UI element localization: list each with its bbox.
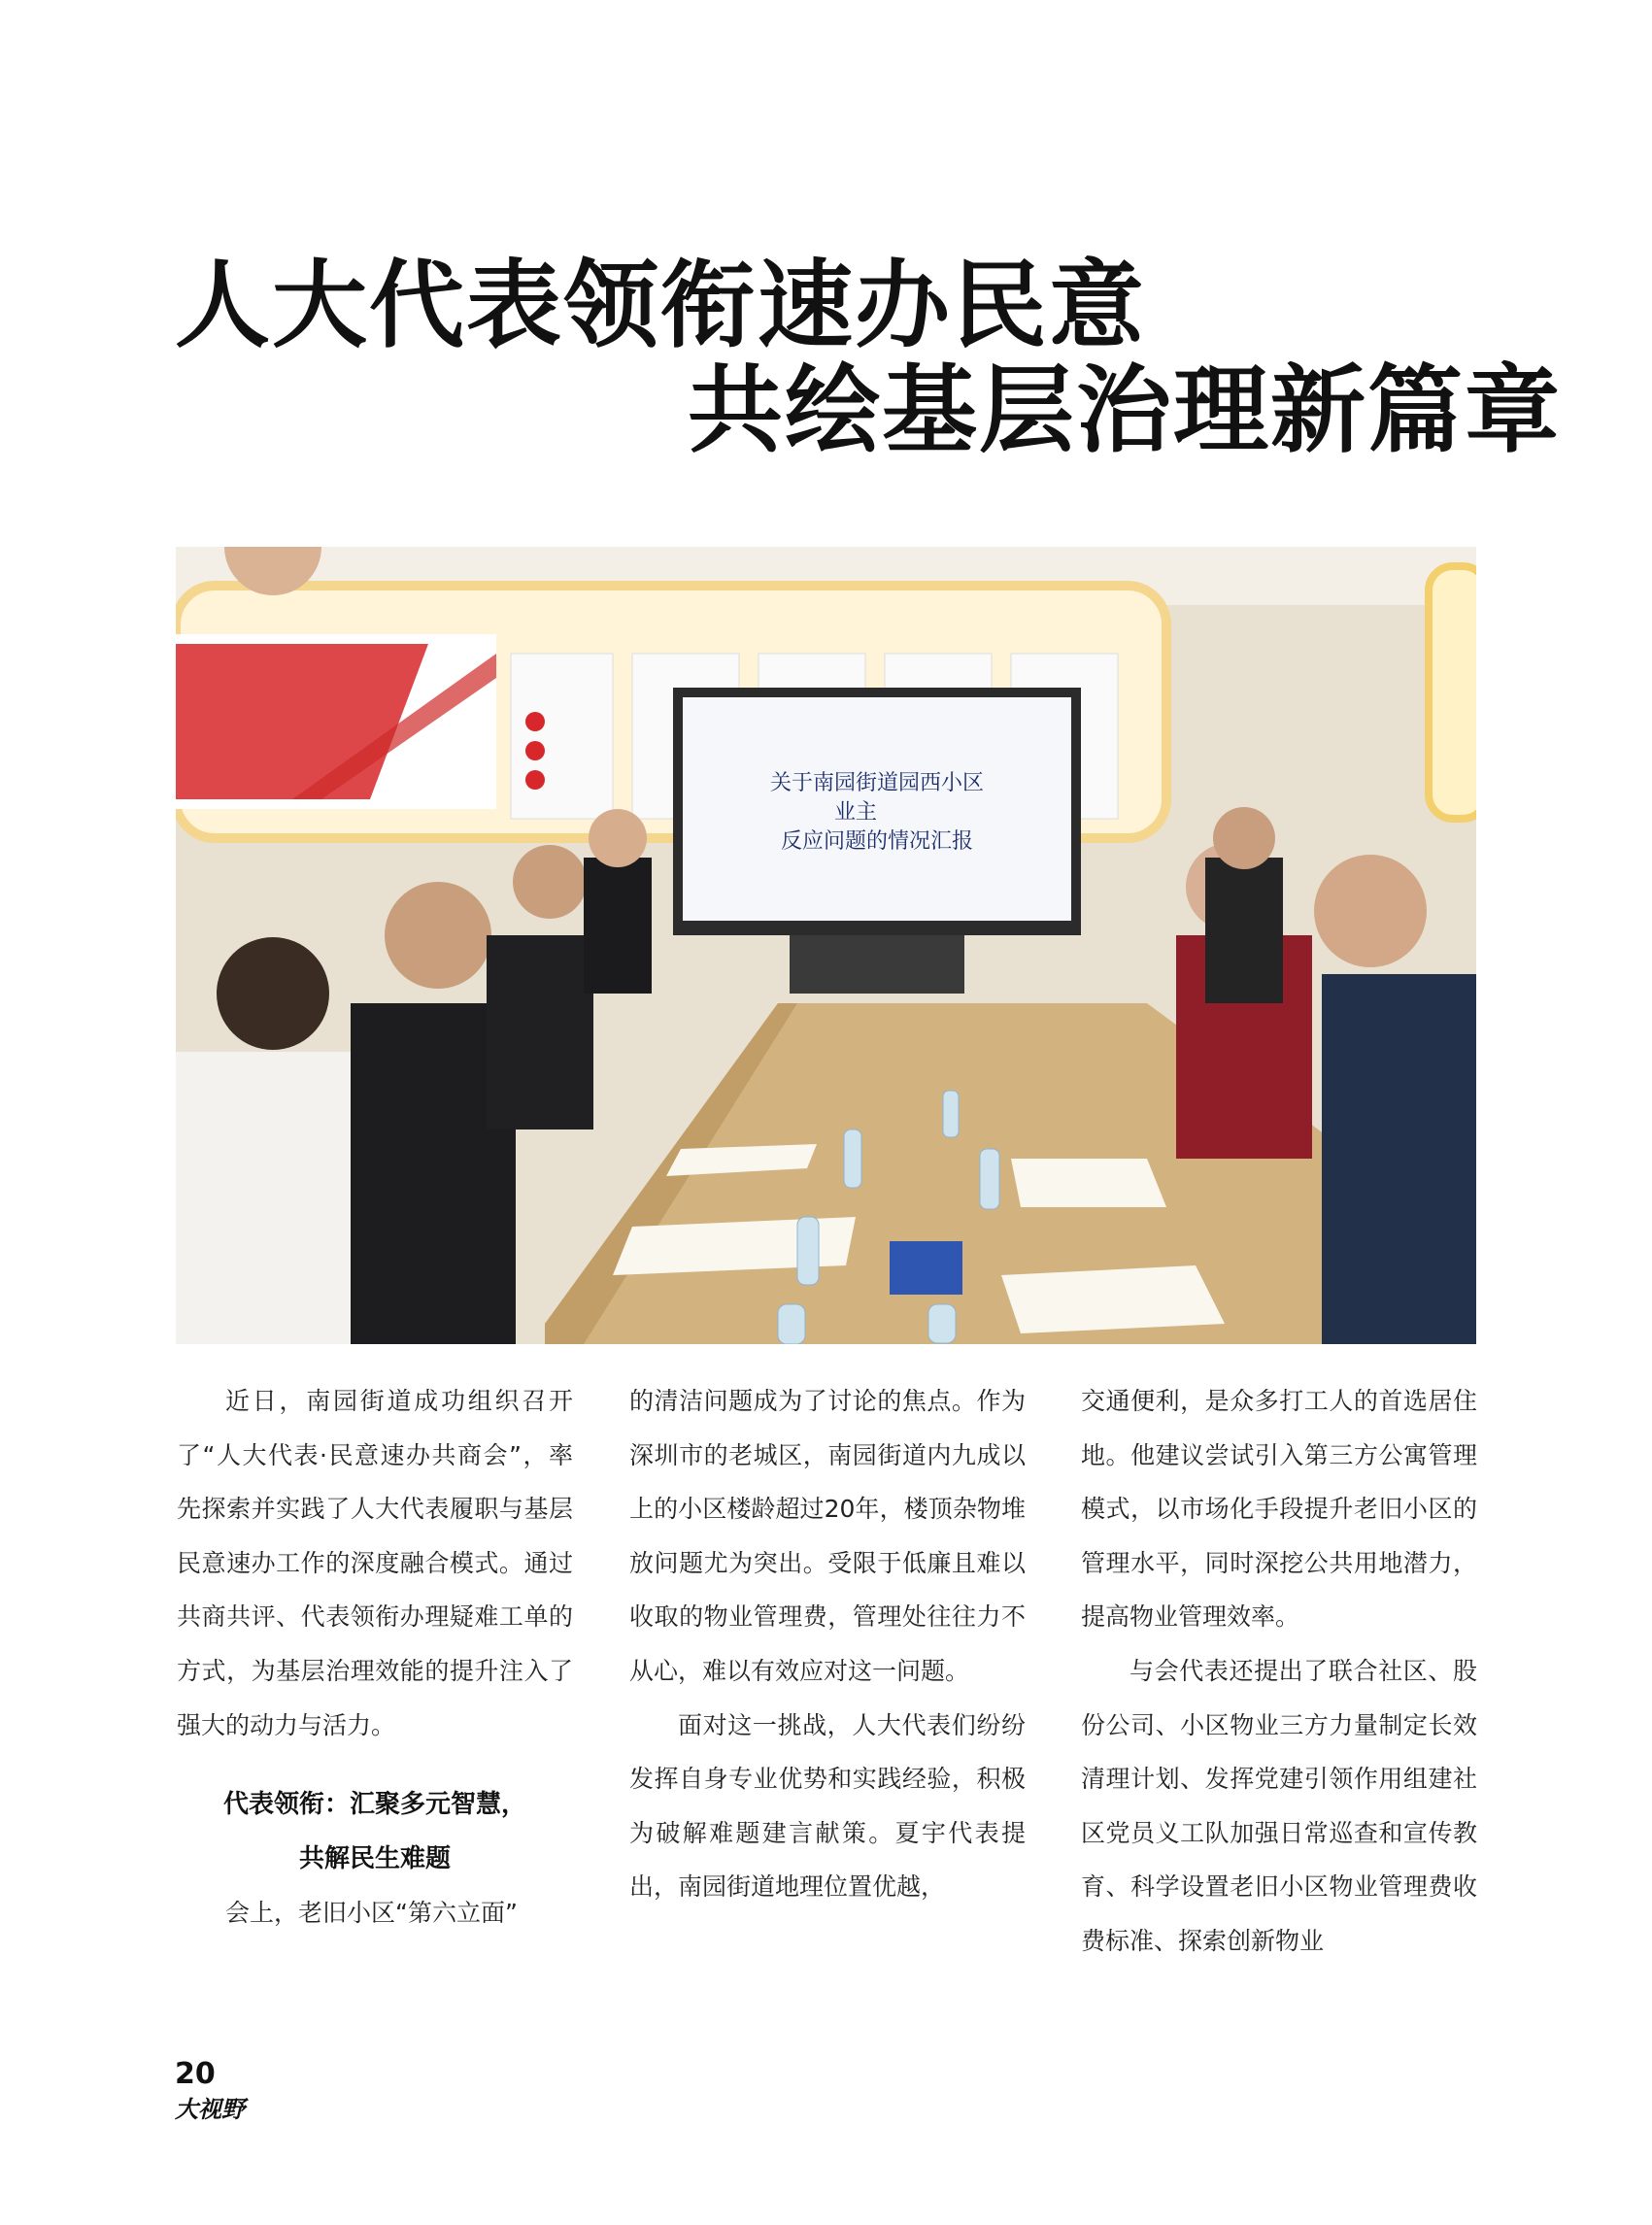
page-number: 20 (175, 2057, 216, 2091)
col3-paragraph-1: 交通便利，是众多打工人的首选居住地。他建议尝试引入第三方公寓管理模式，以市场化手段提升老旧小区的管理水平，同时深挖公共用地潜力，提高物业管理效率。 (1081, 1387, 1477, 1632)
col3-paragraph-2: 与会代表还提出了联合社区、股份公司、小区物业三方力量制定长效清理计划、发挥党建引领作用组建社区党员义工队加强日常巡查和宣传教育、科学设置老旧小区物业管理费收费标准、探索创新物业 (1081, 1656, 1477, 1955)
screen-text-line-3: 反应问题的情况汇报 (780, 829, 974, 854)
col2-paragraph-2: 面对这一挑战，人大代表们纷纷发挥自身专业优势和实践经验，积极为破解难题建言献策。夏宇代表提出，南园街道地理位置优越， (629, 1710, 1026, 1902)
col1-paragraph-2: 会上，老旧小区“第六立面” (225, 1899, 518, 1928)
col2-paragraph-1: 的清洁问题成为了讨论的焦点。作为深圳市的老城区，南园街道内九成以上的小区楼龄超过20年，楼顶杂物堆放问题尤为突出。受限于低廉且难以收取的物业管理费，管理处往往力不从心，难以有效应对这一问题。 (629, 1387, 1026, 1685)
article-column-3 (1081, 1374, 1477, 1969)
magazine-logo: 大视野 (175, 2095, 245, 2123)
col1-paragraph-1: 近日，南园街道成功组织召开了“人大代表·民意速办共商会”，率先探索并实践了人大代表履职与基层民意速办工作的深度融合模式。通过共商共评、代表领衔办理疑难工单的方式，为基层治理效能的提升注入了强大的动力与活力。 (177, 1387, 573, 1739)
headline-line-2: 共绘基层治理新篇章 (688, 354, 1563, 466)
section-subheading-line-1: 代表领衔：汇聚多元智慧， (222, 1790, 526, 1820)
headline-line-1: 人大代表领衔速办民意 (175, 250, 1147, 361)
screen-text-line-1: 关于南园街道园西小区 (769, 771, 985, 795)
article-column-1 (177, 1374, 573, 1940)
article-column-2 (629, 1374, 1026, 1914)
screen-text-line-2: 业主 (833, 800, 878, 825)
meeting-photo (176, 547, 1476, 1344)
section-subheading-line-2: 共解民生难题 (298, 1844, 451, 1874)
